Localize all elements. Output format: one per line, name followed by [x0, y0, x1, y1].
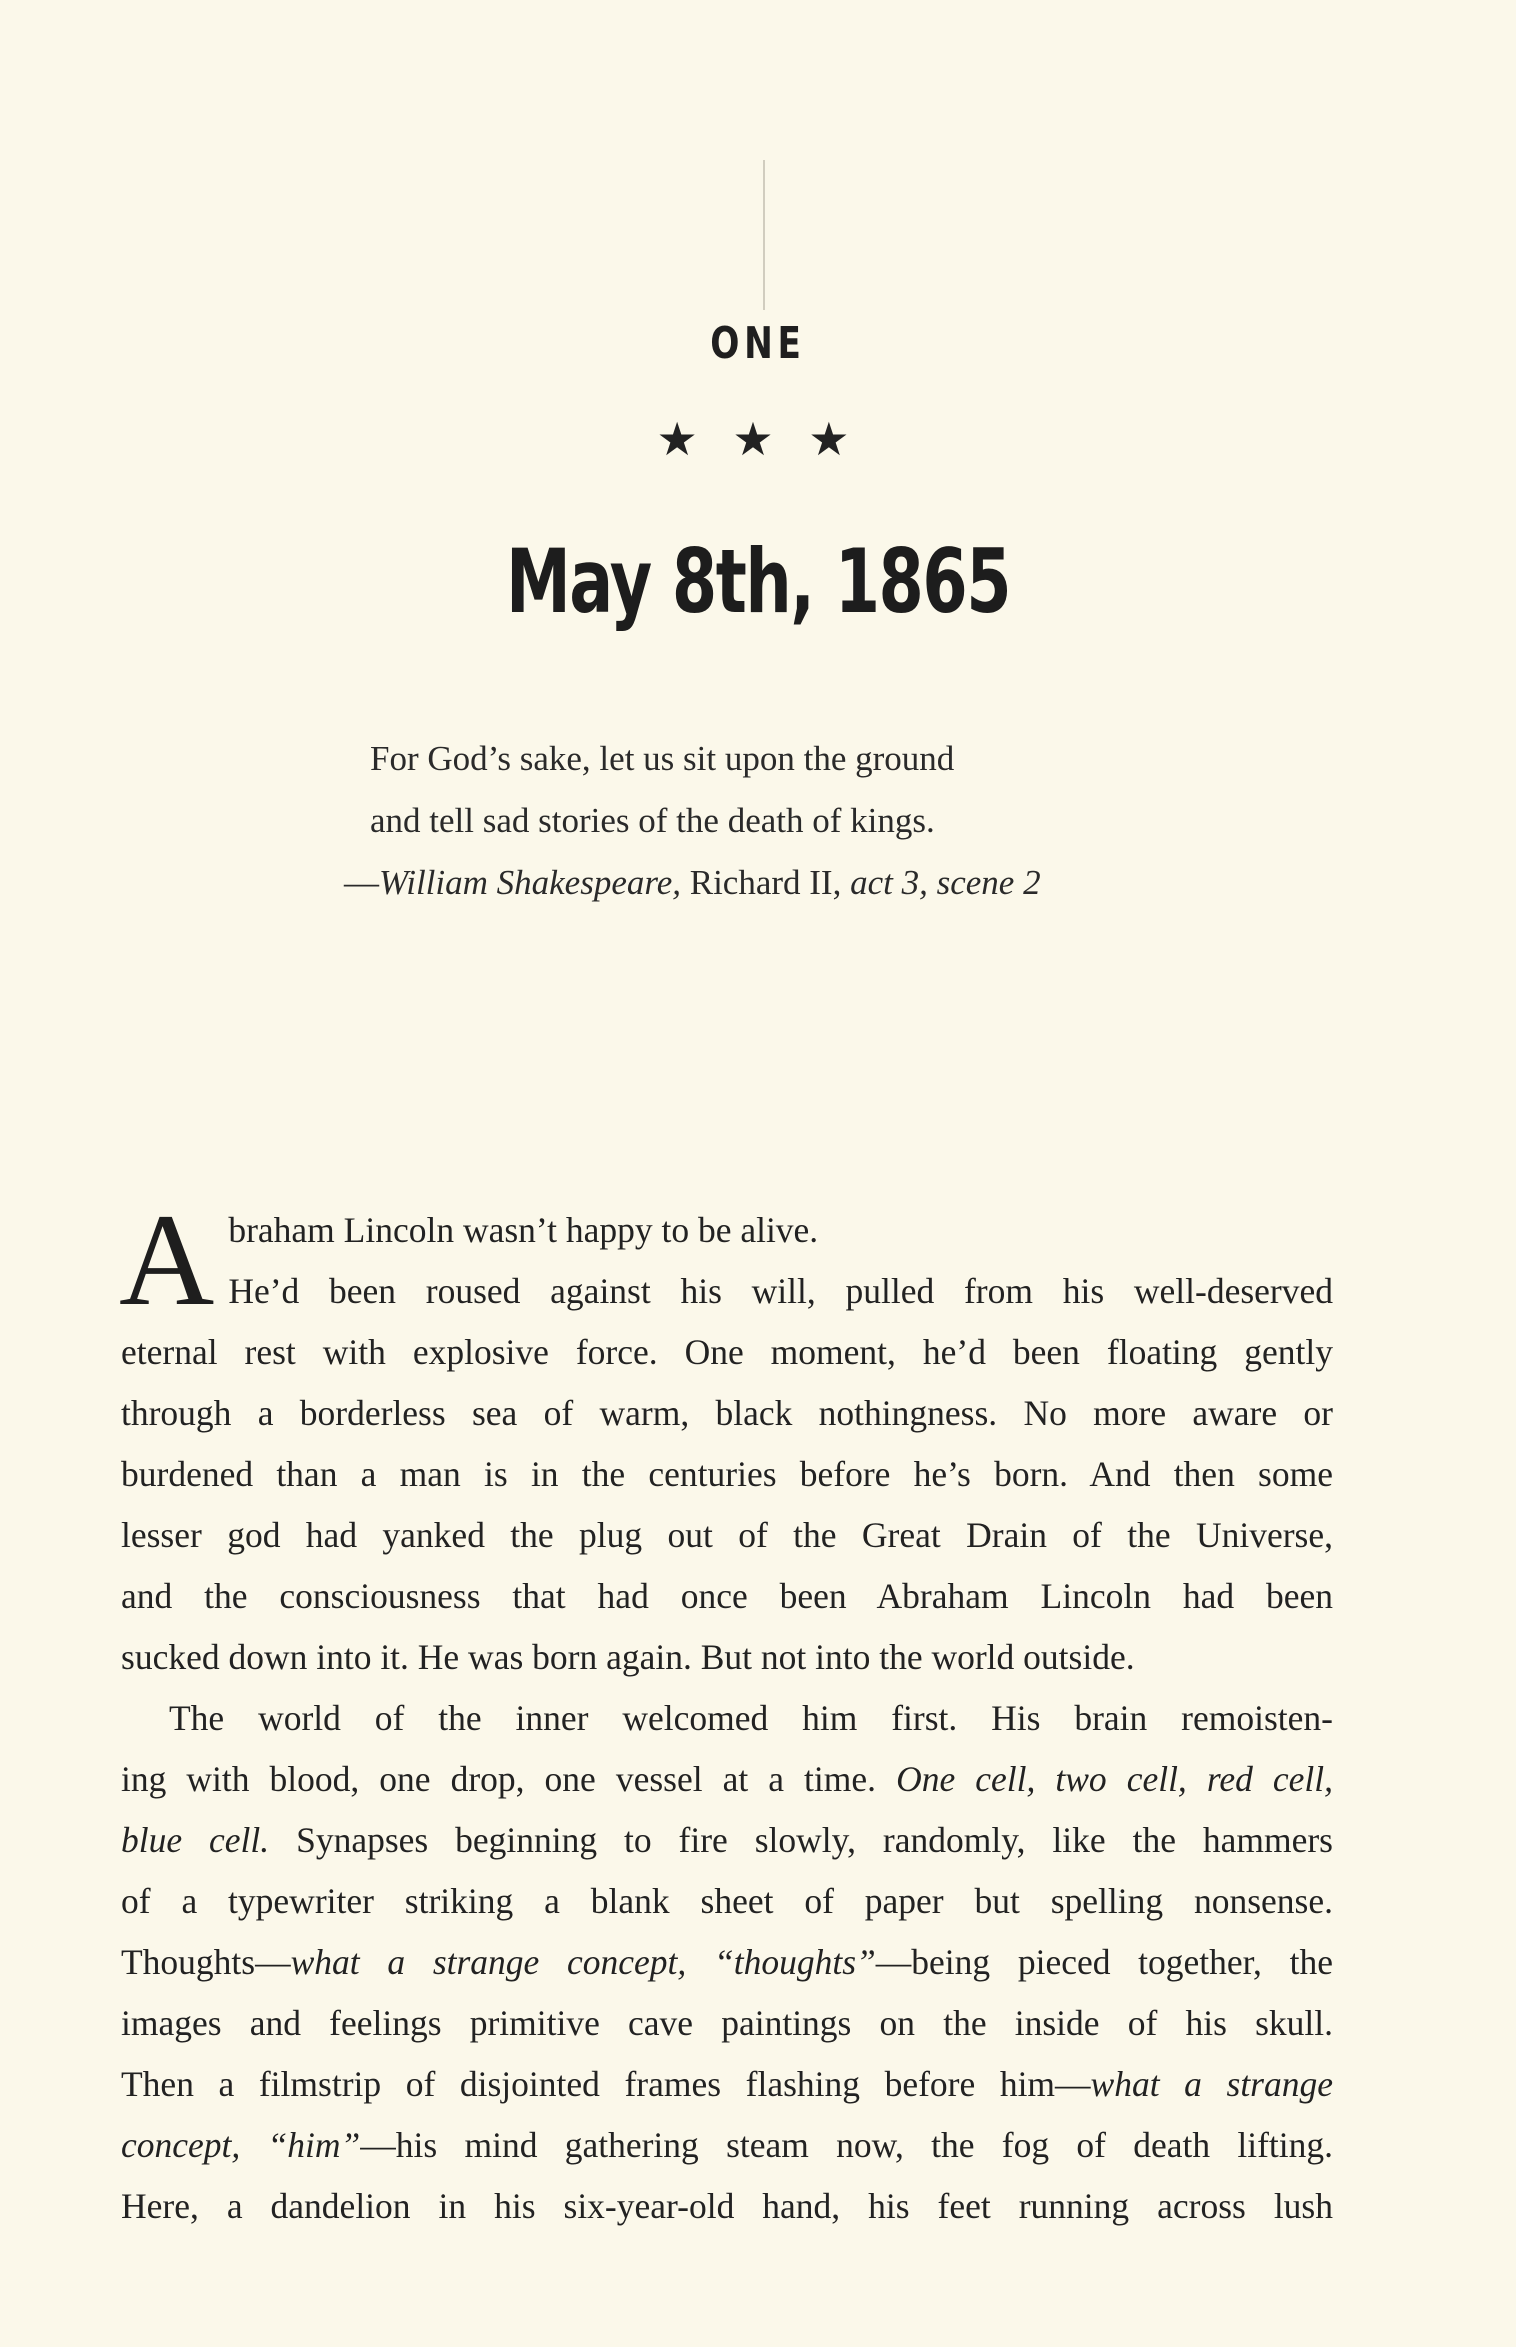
text-line: braham Lincoln wasn’t happy to be alive. — [228, 1210, 819, 1250]
text-line: through a borderless sea of warm, black nothingness. No more aware or — [121, 1393, 1333, 1433]
italic-run: concept, “him” — [121, 2125, 361, 2165]
italic-run: blue cell. — [121, 1820, 270, 1860]
text-line: Here, a dandelion in his six-year-old hand, his feet running across lush — [121, 2186, 1333, 2226]
text-line: eternal rest with explosive force. One moment, he’d been floating gently — [121, 1332, 1333, 1372]
italic-run: One cell, two cell, red cell, — [896, 1759, 1333, 1799]
text-run: Thoughts— — [121, 1942, 291, 1982]
epigraph-line-2: and tell sad stories of the death of kings. — [370, 801, 935, 840]
attribution-work: Richard II, — [689, 863, 842, 902]
attribution-location: act 3, scene 2 — [850, 863, 1041, 902]
italic-run: what a strange — [1090, 2064, 1333, 2104]
scan-artifact-line — [763, 160, 765, 310]
text-line: The world of the inner welcomed him first. His brain remoisten- — [169, 1698, 1333, 1738]
paragraph-2 — [121, 1688, 1333, 2237]
text-line — [121, 1932, 1333, 1993]
text-line: He’d been roused against his will, pulled from his well-deserved — [228, 1271, 1333, 1311]
text-line: burdened than a man is in the centuries before he’s born. And then some — [121, 1454, 1333, 1494]
chapter-number: ONE — [710, 318, 806, 369]
text-line: images and feelings primitive cave paintings on the inside of his skull. — [121, 2003, 1333, 2043]
text-line: sucked down into it. He was born again. But not into the world outside. — [121, 1637, 1135, 1677]
text-line — [121, 2054, 1333, 2115]
text-line — [121, 2115, 1333, 2176]
text-line: of a typewriter striking a blank sheet of paper but spelling nonsense. — [121, 1881, 1333, 1921]
text-run: ing with blood, one drop, one vessel at a time. — [121, 1759, 897, 1799]
paragraph-1 — [119, 1186, 1333, 1688]
star-ornament: ★ ★ ★ — [656, 412, 860, 466]
epigraph-attribution — [344, 852, 1250, 914]
text-run: Then a filmstrip of disjointed frames flashing before him— — [121, 2064, 1091, 2104]
epigraph — [344, 728, 1250, 914]
text-line — [121, 1749, 1333, 1810]
epigraph-line-1: For God’s sake, let us sit upon the ground — [370, 739, 955, 778]
chapter-body — [119, 1186, 1334, 2237]
text-line: lesser god had yanked the plug out of the Great Drain of the Universe, — [121, 1515, 1333, 1555]
text-run: —his mind gathering steam now, the fog of death lifting. — [360, 2125, 1334, 2165]
attribution-dash: — — [344, 863, 379, 902]
text-line — [121, 1810, 1333, 1871]
italic-run: what a strange concept, “thoughts” — [290, 1942, 876, 1982]
text-run: —being pieced together, the — [875, 1942, 1334, 1982]
drop-cap: A — [119, 1186, 215, 1333]
text-line: and the consciousness that had once been Abraham Lincoln had been — [121, 1576, 1333, 1616]
text-run: Synapses beginning to fire slowly, randomly, like the hammers — [269, 1820, 1333, 1860]
chapter-title: May 8th, 1865 — [505, 530, 1011, 633]
attribution-author: William Shakespeare, — [379, 863, 681, 902]
